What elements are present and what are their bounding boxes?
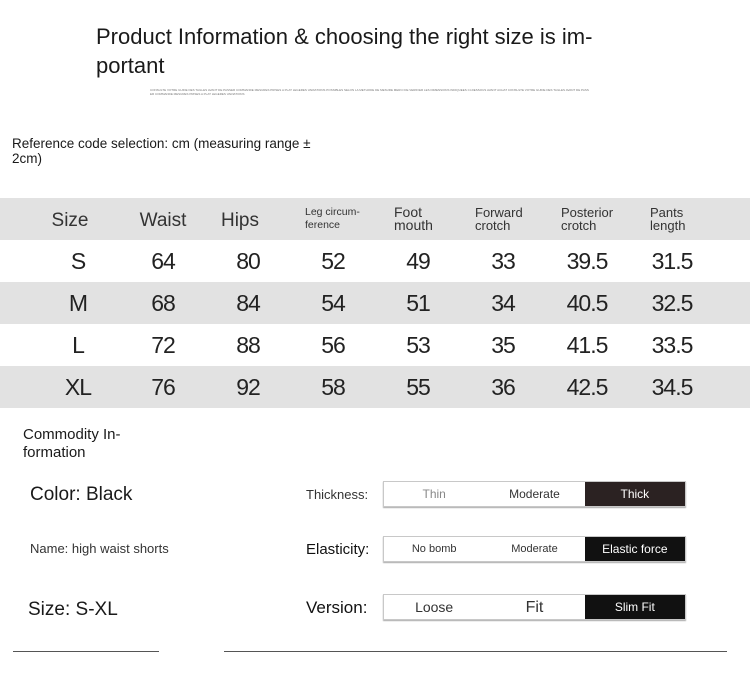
color-label: Color: Black — [30, 484, 133, 505]
cell: L — [72, 331, 84, 358]
cell: 72 — [151, 331, 175, 358]
thickness-option-moderate: Moderate — [509, 486, 560, 501]
cell: 64 — [151, 247, 175, 274]
table-row — [0, 324, 750, 366]
cell: 55 — [406, 373, 430, 400]
cell: 35 — [491, 331, 515, 358]
cell: S — [70, 247, 86, 274]
cell: 56 — [321, 331, 345, 358]
thickness-option-thin: Thin — [422, 486, 446, 501]
divider-left — [13, 651, 159, 652]
header-hips: Hips — [220, 210, 259, 231]
cell: 54 — [321, 289, 345, 316]
commodity-title: Commodity In-formation — [23, 426, 121, 461]
elasticity-option-no-bomb: No bomb — [411, 542, 457, 555]
cell: 49 — [406, 247, 430, 274]
cell: 42.5 — [566, 373, 608, 400]
fine-print: CONSULTE VOTRE GUIDE DES TAILLES AVANT DE PASSER COMMANDE MESURES PRISES A PLAT LEGERES VARIATIONS POSSIBLES SELON LA METHODE DE MESURE MERCI DE VERIFIER LES DIMENSIONS INDIQUEES CI-DESSOUS AVANT ACHAT CONSULTE VOTRE GUIDE DES TAILLES AVANT DE PASSER COMMANDE MESURES PRISES A PLAT LEGERES VARIATIONS — [150, 88, 589, 96]
elasticity-option-moderate: Moderate — [511, 542, 558, 555]
page-title: Product Information & choosing the right size is im-portant — [96, 24, 593, 78]
elasticity-meter — [383, 536, 686, 562]
cell: 31.5 — [651, 247, 693, 274]
header-foot: Foot mouth — [394, 204, 433, 233]
cell: 58 — [321, 373, 345, 400]
divider-right — [224, 651, 727, 652]
cell: 34.5 — [651, 373, 693, 400]
header-size: Size — [51, 210, 89, 231]
size-table — [0, 198, 750, 408]
cell: 84 — [236, 289, 260, 316]
cell: 40.5 — [566, 289, 608, 316]
version-option-loose: Loose — [415, 598, 454, 615]
size-label: Size: S-XL — [28, 599, 118, 620]
cell: 32.5 — [651, 289, 693, 316]
cell: 51 — [406, 289, 430, 316]
elasticity-label: Elasticity: — [306, 541, 370, 558]
name-label: Name: high waist shorts — [30, 541, 169, 556]
cell: 39.5 — [566, 247, 608, 274]
thickness-option-thick: Thick — [585, 482, 685, 506]
cell: 36 — [491, 373, 515, 400]
version-meter — [383, 594, 686, 620]
cell: XL — [64, 373, 92, 400]
cell: M — [68, 289, 88, 316]
header-length: Pants length — [650, 205, 686, 233]
cell: 76 — [151, 373, 175, 400]
cell: 33.5 — [651, 331, 693, 358]
header-leg: Leg circum-ference — [305, 206, 360, 231]
cell: 92 — [236, 373, 260, 400]
cell: 88 — [236, 331, 260, 358]
cell: 68 — [151, 289, 175, 316]
elasticity-option-elastic-force: Elastic force — [585, 537, 685, 561]
cell: 52 — [321, 247, 345, 274]
reference-note: Reference code selection: cm (measuring range ± 2cm) — [12, 136, 311, 166]
table-row — [0, 240, 750, 282]
thickness-label: Thickness: — [306, 487, 369, 502]
cell: 80 — [236, 247, 260, 274]
table-row — [0, 282, 750, 324]
header-waist: Waist — [139, 210, 187, 231]
version-label: Version: — [306, 598, 368, 617]
cell: 33 — [491, 247, 515, 274]
table-row — [0, 366, 750, 408]
cell: 34 — [491, 289, 515, 316]
header-posterior: Posterior crotch — [561, 205, 614, 233]
version-option-slim-fit: Slim Fit — [585, 595, 685, 619]
version-option-fit: Fit — [525, 598, 544, 616]
table-header-row — [0, 198, 750, 240]
cell: 53 — [406, 331, 430, 358]
thickness-meter — [383, 481, 686, 507]
header-forward: Forward crotch — [475, 205, 523, 233]
cell: 41.5 — [566, 331, 608, 358]
